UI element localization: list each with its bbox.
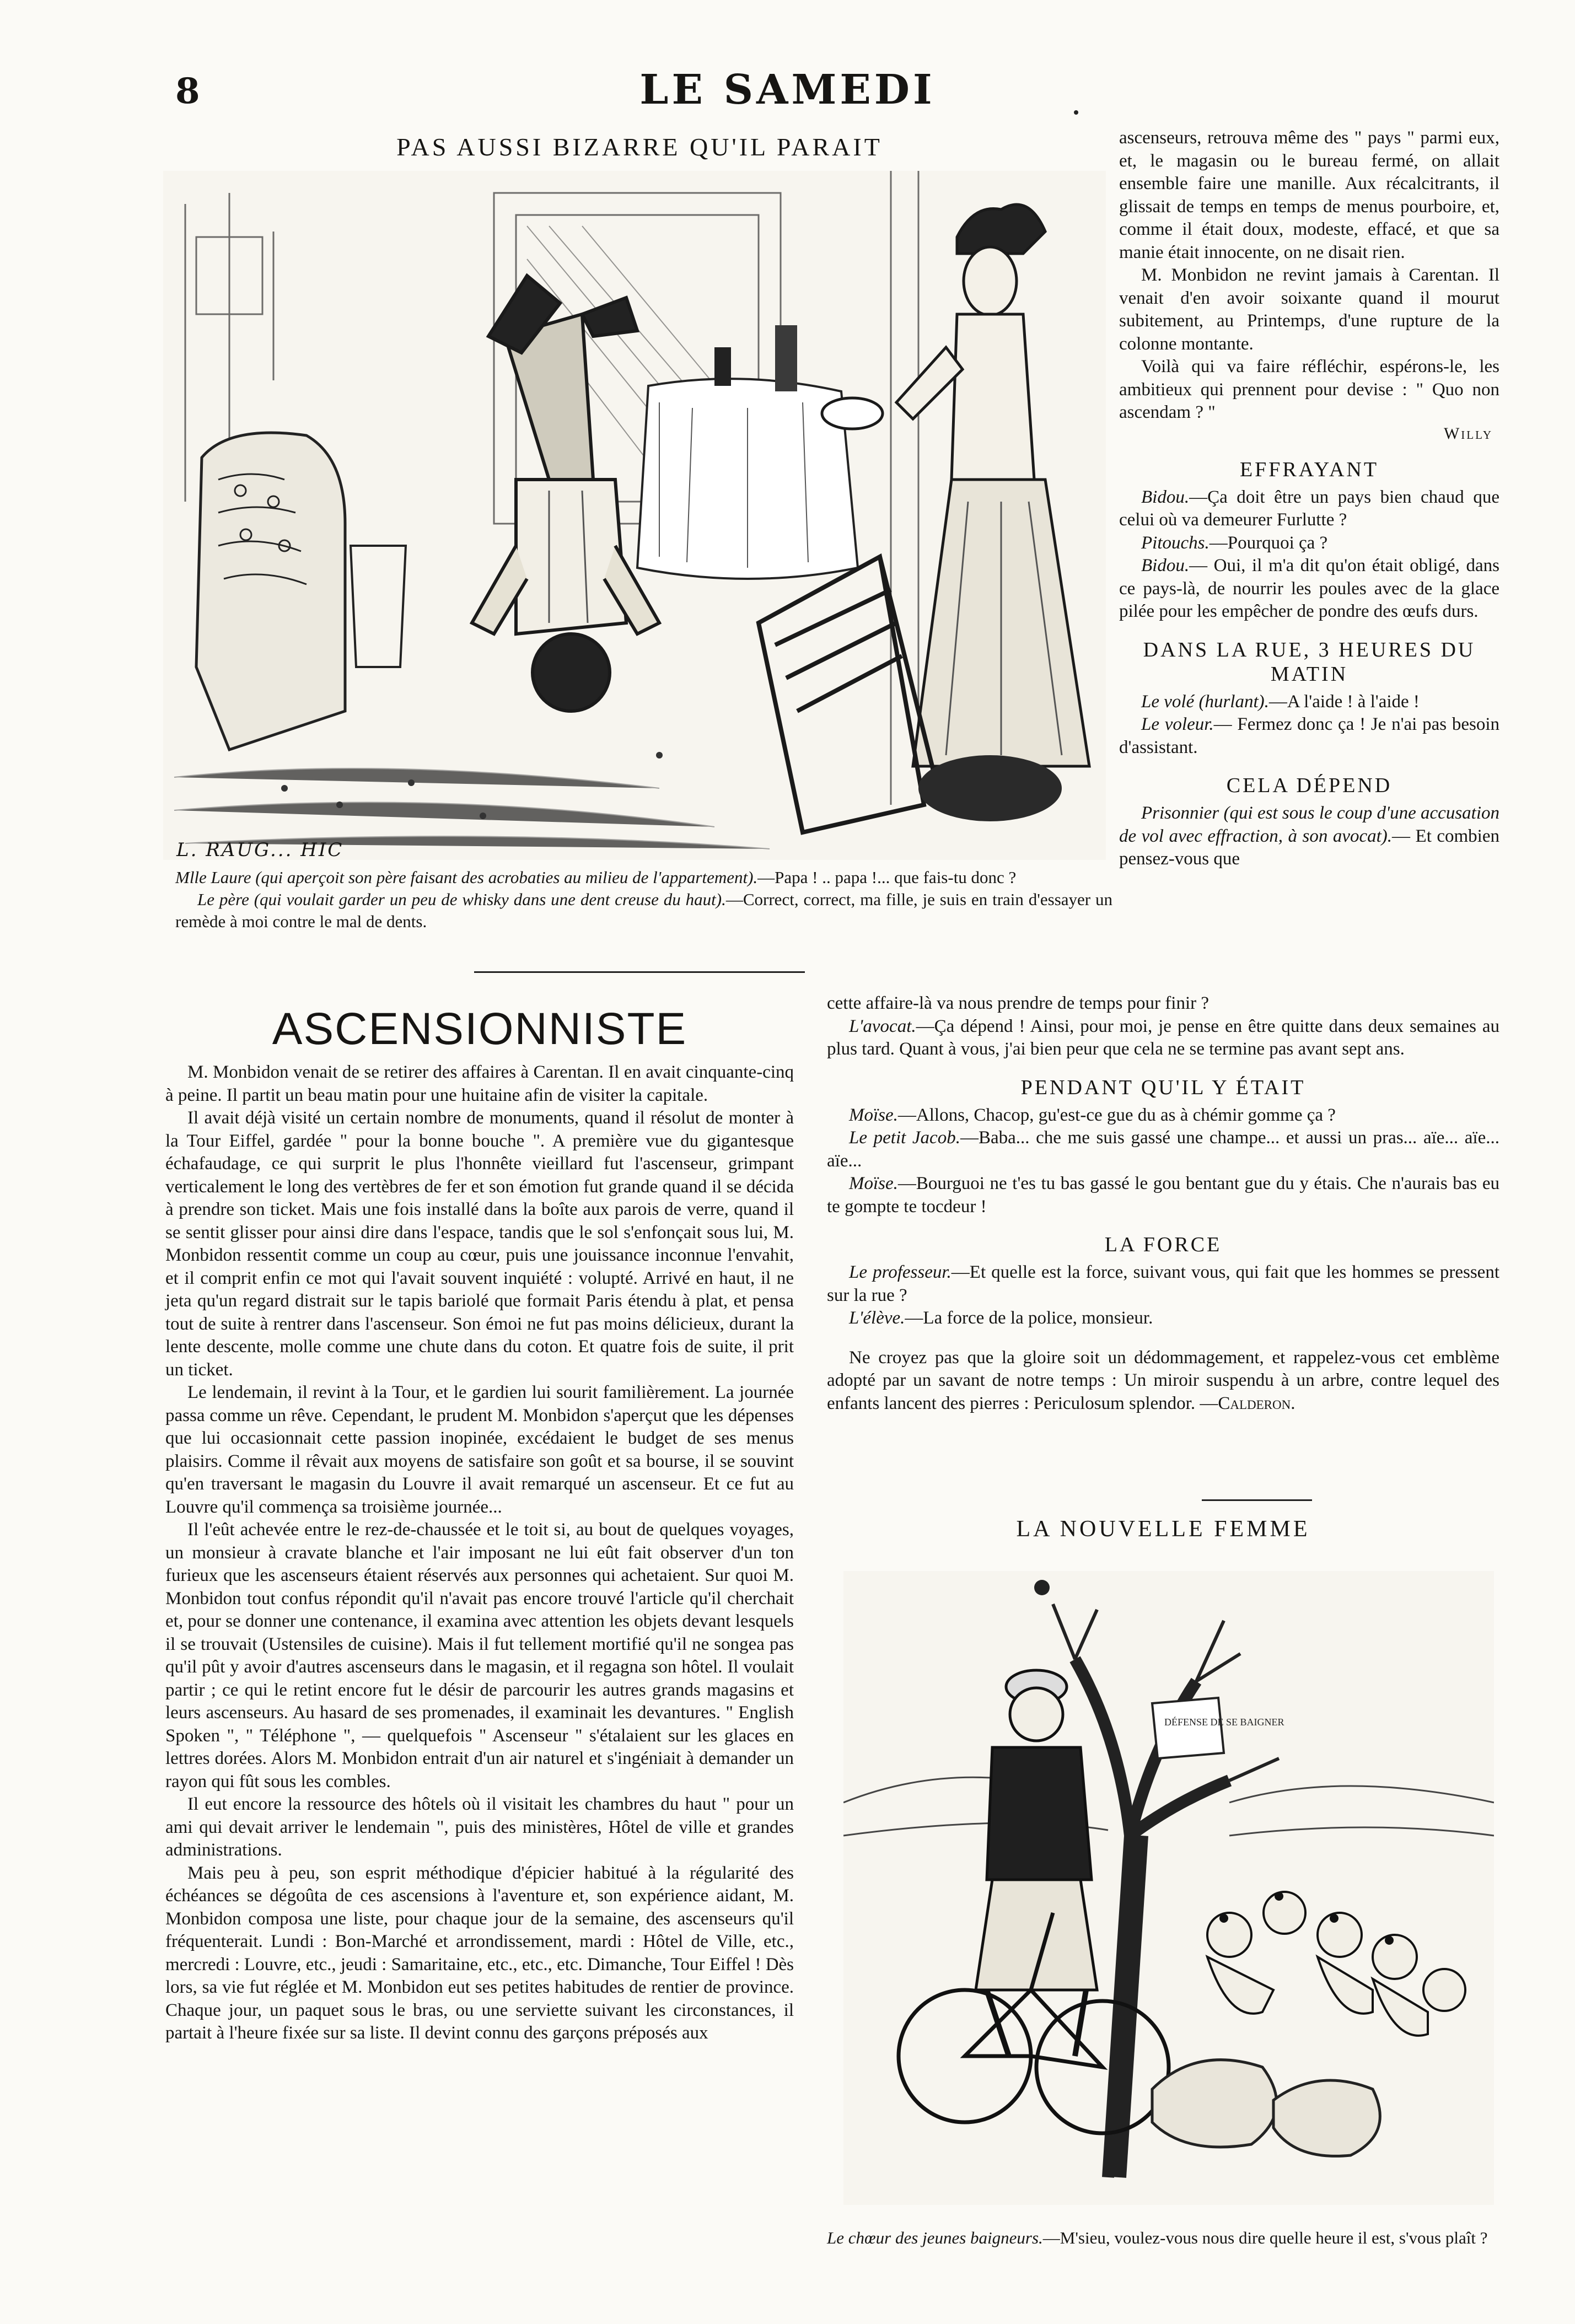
divider-rule (474, 971, 805, 973)
gloire-text: Ne croyez pas que la gloire soit un dédommagement, et rappelez-vous cet emblème adopté par un savant de notre temps : Un miroir suspendu à un arbre, contre lequel des enfants lancent des pierres : Periculosum splendor. (827, 1347, 1499, 1413)
dialog-text: —Ça doit être un pays bien chaud que celui où va demeurer Furlutte ? (1119, 487, 1499, 530)
section-title-la-force: LA FORCE (1104, 1233, 1222, 1256)
nouvelle-femme-sign-text: DÉFENSE DE SE BAIGNER (1164, 1717, 1284, 1728)
dialog-speaker: Pitouchs. (1141, 532, 1210, 553)
dialog-text: — Oui, il m'a dit qu'on était obligé, dans ce pays-là, de nourrir les poules avec de la glace pilée pour les empêcher de pondre des œufs durs. (1119, 556, 1499, 621)
dialog-speaker: Prisonnier (qui est sous le coup d'une accusation de vol avec effraction, à son avocat). (1119, 803, 1499, 846)
dialog-text: —Baba... che me suis gassé une champe... et aussi un pras... aïe... aïe... aïe... (827, 1128, 1499, 1171)
right-column (1119, 127, 1499, 871)
dialog-speaker: Moïse. (849, 1105, 898, 1125)
top-cartoon-title: PAS AUSSI BIZARRE QU'IL PARAIT (396, 133, 883, 161)
nouvelle-femme-caption-speaker: Le chœur des jeunes baigneurs. (827, 2228, 1043, 2247)
masthead-title: LE SAMEDI (639, 66, 936, 114)
section-title-pendant: PENDANT QU'IL Y ÉTAIT (1020, 1075, 1306, 1099)
story-continuation: M. Monbidon ne revint jamais à Carentan. Il venait d'en avoir soixante quand il mourut subitement, au Printemps, d'une rupture de la colonne montante. (1119, 265, 1499, 354)
story-paragraph: Il eut encore la ressource des hôtels où il visitait les chambres du haut " pour un ami qui devait arriver le lendemain ", puis des ministères, Hôtel de ville et grandes administrations. (165, 1794, 794, 1860)
dialog-speaker: Bidou. (1141, 487, 1190, 507)
story-continuation: ascenseurs, retrouva même des " pays " parmi eux, et, le magasin ou le bureau fermé, on allait ensemble faire une manille. Aux récalcitrants, il glissait de temps en temps de menus pourboire, et, comme il était doux, modeste, effacé, et que sa manie était innocente, on ne disait rien. (1119, 128, 1499, 262)
lower-right-column (827, 992, 1499, 1415)
dialog-text: —Pourquoi ça ? (1209, 532, 1328, 553)
story-paragraph: Mais peu à peu, son esprit méthodique d'épicier habitué à la régularité des échéances se dégoûta de ces ascensions à l'aventure et, son expérience aidant, M. Monbidon composa une liste, pour chaque jour de la semaine, des ascenseurs qu'il fréquenterait. Lundi : Bon-Marché et arrondissement, mardi : Hôtel de Ville, etc., mercredi : Louvre, etc., jeudi : Samaritaine, etc., etc., etc. Dimanche, Tour Eiffel ! Dès lors, sa vie fut réglée et M. Monbidon eut ses petites habitudes de rentier de province. Chaque jour, un paquet sous le bras, ou une serviette suivant les circonstances, il partait à l'heure fixée sur sa liste. Il devint connu des garçons préposés aux (165, 1863, 794, 2043)
cela-depend-continuation: cette affaire-là va nous prendre de temps pour finir ? (827, 993, 1209, 1013)
dialog-speaker: Le professeur. (849, 1262, 952, 1282)
caption-2-text: —Correct, correct, ma fille, je suis en train d'essayer un remède à moi contre le mal de dents. (175, 890, 1113, 931)
dialog-text: —Bourguoi ne t'es tu bas gassé le gou bentant gue du y étais. Che n'aurais bas eu te gompte te tocdeur ! (827, 1174, 1499, 1217)
dialog-speaker: L'élève. (849, 1308, 905, 1328)
caption-1-text: —Papa ! .. papa !... que fais-tu donc ? (757, 868, 1017, 887)
story-paragraph: Il avait déjà visité un certain nombre de monuments, quand il résolut de monter à la Tour Eiffel, gardée " pour la bonne bouche ". A première vue du gigantesque échafaudage, ce qui surprit le plus l'honnête vieillard fut l'ascenseur, grimpant verticalement le long des vertèbres de fer et son émotion fut grande quand il se décida à prendre son ticket. Mais une fois installé dans la boîte aux parois de verre, quand il se sentit glisser pour ainsi dire dans l'espace, tandis que le sol s'enfonçait sous lui, M. Monbidon ressentit comme un coup au cœur, puis une jouissance inconnue l'envahit, et il comprit enfin ce mot qui l'avait souvent inquiété : volupté. Arrivé en haut, il ne jeta qu'un regard distrait sur le tapis bariolé que formait Paris étendu à plat, et pensa tout de suite à rentrer dans l'ascenseur. Son émoi ne fut pas moins délicieux, durant la lente descente, molle comme une chute dans du coton. Et quatre fois de suite, il prit un ticket. (165, 1108, 794, 1380)
dialog-text: — Et combien pensez-vous que (1119, 826, 1499, 869)
caption-2-speaker: Le père (qui voulait garder un peu de whisky dans une dent creuse du haut). (197, 890, 726, 909)
top-cartoon-signature: L. RAUG... HIC (176, 839, 344, 861)
dialog-speaker: Le volé (hurlant). (1141, 691, 1269, 712)
dialog-speaker: Le voleur. (1141, 714, 1214, 734)
nouvelle-femme-caption (827, 2227, 1499, 2249)
dialog-speaker: L'avocat. (849, 1016, 916, 1036)
caption-1-speaker: Mlle Laure (qui aperçoit son père faisant des acrobaties au milieu de l'appartement). (175, 868, 758, 887)
dialog-text: —Allons, Chacop, gu'est-ce gue du as à chémir gomme ça ? (897, 1105, 1336, 1125)
nouvelle-femme-title: LA NOUVELLE FEMME (1016, 1516, 1310, 1542)
dialog-speaker: Moïse. (849, 1174, 898, 1193)
story-continuation: Voilà qui va faire réfléchir, espérons-le, les ambitieux qui prennent pour devise : " Quo non ascendam ? " (1119, 357, 1499, 422)
masthead-dot (1074, 110, 1078, 115)
section-title-effrayant: EFFRAYANT (1239, 458, 1379, 481)
dialog-text: — Fermez donc ça ! Je n'ai pas besoin d'assistant. (1119, 714, 1499, 757)
dialog-text: —Ça dépend ! Ainsi, pour moi, je pense en être quitte dans deux semaines au plus tard. Quant à vous, j'ai bien peur que cela ne se termine pas avant sept ans. (827, 1016, 1499, 1059)
story-paragraph: M. Monbidon venait de se retirer des affaires à Carentan. Il en avait cinquante-cinq à peine. Il partit un beau matin pour une huitaine afin de visiter la capitale. (165, 1062, 794, 1105)
dialog-text: —A l'aide ! à l'aide ! (1268, 691, 1420, 712)
story-paragraph: Le lendemain, il revint à la Tour, et le gardien lui sourit familièrement. La journée passa comme un rêve. Cependant, le prudent M. Monbidon s'aperçut que les dépenses que lui occasionnait cette passion inopinée, excédaient le budget de ses menus plaisirs. Comme il rêvait aux moyens de satisfaire son goût et sa bourse, il se souvint qu'en traversant le magasin du Louvre il avait remarqué un ascenseur. Et ce fut au Louvre qu'il commença sa troisième journée... (165, 1382, 794, 1517)
nouvelle-femme-illustration (843, 1571, 1494, 2205)
dialog-speaker: Bidou. (1141, 556, 1190, 575)
section-title-cela-depend: CELA DÉPEND (1226, 774, 1393, 797)
dialog-speaker: Le petit Jacob. (849, 1128, 960, 1148)
top-cartoon-illustration (163, 171, 1106, 860)
nouvelle-femme-caption-text: —M'sieu, voulez-vous nous dire quelle heure il est, s'vous plaît ? (1042, 2228, 1488, 2247)
section-title-dans-la-rue: DANS LA RUE, 3 HEURES DU MATIN (1143, 638, 1476, 686)
top-cartoon-caption (175, 867, 1112, 933)
dialog-text: —Et quelle est la force, suivant vous, qui fait que les hommes se pressent sur la rue ? (827, 1262, 1499, 1305)
story-signature: Willy (1443, 424, 1493, 443)
page-number: 8 (175, 71, 200, 112)
story-paragraph: Il l'eût achevée entre le rez-de-chaussée et le toit si, au bout de quelques voyages, un monsieur à cravate blanche et l'air imposant ne lui eût fait observer d'un ton furieux que les ascenseurs étaient réservés aux personnes qui achetaient. Sur quoi M. Monbidon tout confus répondit qu'il n'avait pas encore trouvé l'article qu'il cherchait et, pour se donner une contenance, il examina avec attention les objets devant lesquels il se trouvait (Ustensiles de cuisine). Mais il fut tellement mortifié qu'il ne songea pas qu'il pût y avoir d'autres ascenseurs dans le magasin, et il regagna son hôtel. Il voulait partir ; ce qui le retint encore fut le désir de parcourir les autres grands magasins et leurs ascenseurs. Au hasard de ses promenades, il examinait les devantures. " English Spoken ", " Téléphone ", — quelquefois " Ascenseur " s'étalaient sur les glaces en lettres dorées. Alors M. Monbidon entrait d'un air naturel et s'ingéniait à demander un rayon qui fût sous les combles. (165, 1520, 794, 1792)
divider-rule (1202, 1499, 1312, 1501)
gloire-signature: —Calderon. (1200, 1393, 1296, 1413)
story-title: ASCENSIONNISTE (272, 1004, 687, 1054)
story-column (165, 1061, 794, 2045)
dialog-text: —La force de la police, monsieur. (905, 1308, 1153, 1328)
